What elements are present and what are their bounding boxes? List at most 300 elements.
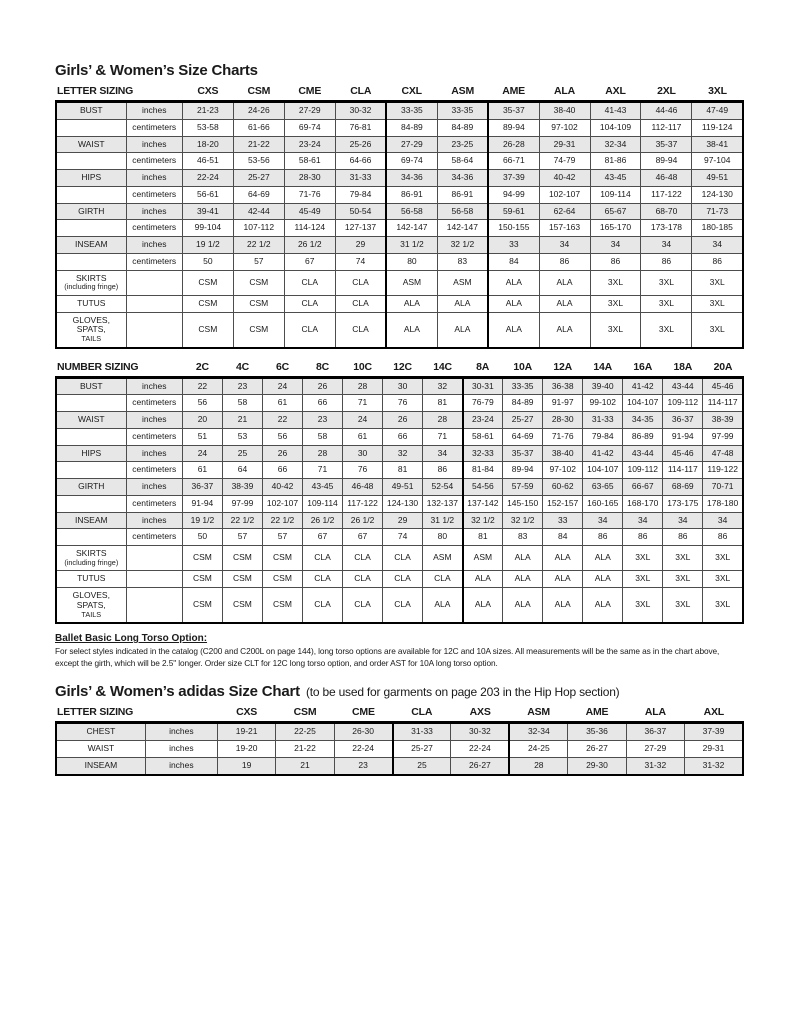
table-cell: 23-24: [463, 412, 503, 429]
table-cell: CSM: [262, 588, 302, 623]
table-cell: 38-41: [692, 136, 743, 153]
table-cell: 70-71: [703, 479, 743, 496]
row-label-sub: TAILS: [81, 334, 102, 344]
table-cell: ALA: [463, 571, 503, 588]
table-cell: 91-97: [543, 395, 583, 412]
table-row: [56, 253, 743, 270]
table-cell: ALA: [437, 312, 488, 347]
unit-label: centimeters: [126, 153, 182, 170]
table-cell: 24-25: [509, 740, 567, 757]
column-header: AXS: [451, 705, 509, 723]
table-row: [56, 312, 743, 347]
table-cell: 86-89: [623, 428, 663, 445]
table-cell: 60-62: [543, 479, 583, 496]
table-cell: 26-30: [334, 723, 392, 741]
table-cell: 80: [386, 253, 437, 270]
table-cell: 22-24: [182, 170, 233, 187]
table-cell: 64-69: [233, 186, 284, 203]
table-cell: 58: [222, 395, 262, 412]
table-cell: 3XL: [623, 571, 663, 588]
table-cell: 173-175: [663, 495, 703, 512]
table-sizing-label: LETTER SIZING: [56, 84, 182, 102]
unit-label: [126, 270, 182, 295]
table-cell: 99-104: [182, 220, 233, 237]
column-header: 8A: [463, 360, 503, 378]
table-cell: 68-70: [641, 203, 692, 220]
table-row: [56, 170, 743, 187]
table-row: [56, 571, 743, 588]
table-cell: 26 1/2: [284, 237, 335, 254]
column-header: 10A: [503, 360, 543, 378]
table-cell: CLA: [343, 571, 383, 588]
table-cell: 41-42: [623, 377, 663, 395]
table-cell: ALA: [539, 312, 590, 347]
table-cell: 33: [543, 512, 583, 529]
table-cell: 33-35: [437, 102, 488, 120]
table-cell: 168-170: [623, 495, 663, 512]
table-cell: 22-25: [276, 723, 334, 741]
table-cell: 35-37: [641, 136, 692, 153]
row-label-sub: (including fringe): [64, 557, 119, 567]
table-cell: 119-122: [703, 462, 743, 479]
table-cell: 29: [335, 237, 386, 254]
column-header: 14A: [583, 360, 623, 378]
table-cell: 39-41: [182, 203, 233, 220]
table-cell: 160-165: [583, 495, 623, 512]
number-sizing-table: [55, 360, 744, 625]
table-cell: 28: [509, 757, 567, 774]
table-row: [56, 428, 743, 445]
table-cell: 107-112: [233, 220, 284, 237]
table-cell: CLA: [423, 571, 463, 588]
table-cell: CLA: [335, 295, 386, 312]
table-cell: 36-37: [663, 412, 703, 429]
table-cell: 19 1/2: [182, 237, 233, 254]
column-header: CSM: [233, 84, 284, 102]
table-cell: CSM: [233, 312, 284, 347]
table-cell: 68-69: [663, 479, 703, 496]
table-cell: 81-84: [463, 462, 503, 479]
table-row: [56, 588, 743, 623]
table-cell: 109-112: [663, 395, 703, 412]
column-header: CLA: [393, 705, 451, 723]
table-cell: CLA: [284, 270, 335, 295]
table-cell: 83: [437, 253, 488, 270]
table-cell: 26-27: [568, 740, 626, 757]
table-cell: 31-33: [393, 723, 451, 741]
unit-label: inches: [126, 377, 182, 395]
table-cell: 59-61: [488, 203, 539, 220]
table-cell: 86: [539, 253, 590, 270]
table-cell: 81: [383, 462, 423, 479]
row-label: [56, 428, 126, 445]
column-header: 14C: [423, 360, 463, 378]
table-cell: 27-29: [284, 102, 335, 120]
table-cell: 39-40: [583, 377, 623, 395]
table-cell: 19 1/2: [182, 512, 222, 529]
table-cell: ALA: [543, 588, 583, 623]
table-cell: 24: [262, 377, 302, 395]
table-cell: 52-54: [423, 479, 463, 496]
row-label: INSEAM: [56, 512, 126, 529]
table-cell: 50-54: [335, 203, 386, 220]
table-cell: 22 1/2: [262, 512, 302, 529]
table-cell: 109-114: [303, 495, 343, 512]
table-cell: 45-46: [663, 445, 703, 462]
row-label: SKIRTS (including fringe): [56, 270, 126, 295]
table-cell: 40-42: [262, 479, 302, 496]
table-row: [56, 119, 743, 136]
unit-label: centimeters: [126, 495, 182, 512]
ballet-footnote: [55, 633, 744, 669]
column-header: 12A: [543, 360, 583, 378]
table-cell: 102-107: [539, 186, 590, 203]
table-cell: 76-79: [463, 395, 503, 412]
table-cell: 31-33: [583, 412, 623, 429]
table-cell: CLA: [303, 571, 343, 588]
unit-label: [126, 295, 182, 312]
row-label: [56, 220, 126, 237]
table-cell: 114-117: [663, 462, 703, 479]
table-cell: 28-30: [543, 412, 583, 429]
table-cell: ASM: [437, 270, 488, 295]
row-label: [56, 153, 126, 170]
table-cell: 33-35: [386, 102, 437, 120]
table-cell: 81-86: [590, 153, 641, 170]
table-cell: 38-39: [703, 412, 743, 429]
table-cell: 97-99: [222, 495, 262, 512]
table-cell: 34: [663, 512, 703, 529]
table-cell: 22: [182, 377, 222, 395]
table-cell: ALA: [386, 312, 437, 347]
unit-label: inches: [126, 512, 182, 529]
table-cell: CSM: [182, 270, 233, 295]
table-cell: 56: [182, 395, 222, 412]
table-cell: ALA: [583, 546, 623, 571]
table-cell: CLA: [303, 588, 343, 623]
unit-label: inches: [126, 203, 182, 220]
row-label: GIRTH: [56, 203, 126, 220]
table-cell: 36-38: [543, 377, 583, 395]
table-cell: 30: [383, 377, 423, 395]
table-cell: 63-65: [583, 479, 623, 496]
column-header: 3XL: [692, 84, 743, 102]
table-cell: 76-81: [335, 119, 386, 136]
table-cell: 58-61: [463, 428, 503, 445]
unit-label: inches: [126, 170, 182, 187]
table-cell: 34-36: [437, 170, 488, 187]
table-row: [56, 395, 743, 412]
row-label: INSEAM: [56, 757, 145, 774]
table-row: [56, 495, 743, 512]
table-cell: 50: [182, 253, 233, 270]
table-cell: 21-22: [233, 136, 284, 153]
table-cell: 22 1/2: [233, 237, 284, 254]
table-cell: 71: [343, 395, 383, 412]
table-cell: 26: [262, 445, 302, 462]
column-header: CSM: [276, 705, 334, 723]
column-header: 12C: [383, 360, 423, 378]
table-cell: 32 1/2: [503, 512, 543, 529]
table-cell: 50: [182, 529, 222, 546]
unit-label: inches: [145, 740, 217, 757]
table-cell: 119-124: [692, 119, 743, 136]
table-row: [56, 237, 743, 254]
table-cell: 3XL: [663, 546, 703, 571]
row-label: HIPS: [56, 445, 126, 462]
table-cell: 24: [343, 412, 383, 429]
table-cell: 57-59: [503, 479, 543, 496]
table-cell: 36-37: [626, 723, 684, 741]
table-row: [56, 445, 743, 462]
table-cell: 3XL: [623, 588, 663, 623]
table-cell: 74: [383, 529, 423, 546]
table-cell: ALA: [463, 588, 503, 623]
table-cell: 29-30: [568, 757, 626, 774]
table-cell: 19-21: [217, 723, 275, 741]
row-label: CHEST: [56, 723, 145, 741]
table-cell: CLA: [383, 571, 423, 588]
table-row: [56, 512, 743, 529]
table-cell: 66: [383, 428, 423, 445]
table-cell: 23-25: [437, 136, 488, 153]
table-cell: 41-42: [583, 445, 623, 462]
table-cell: 26-27: [451, 757, 509, 774]
table-cell: 86-91: [386, 186, 437, 203]
table-cell: 86: [703, 529, 743, 546]
table-cell: 69-74: [386, 153, 437, 170]
column-header: 16A: [623, 360, 663, 378]
table-row: [56, 136, 743, 153]
table-cell: CSM: [182, 295, 233, 312]
table-cell: 32 1/2: [437, 237, 488, 254]
table-cell: 34: [423, 445, 463, 462]
table-cell: 31-32: [626, 757, 684, 774]
table-cell: 86: [692, 253, 743, 270]
table-cell: 3XL: [703, 588, 743, 623]
table-cell: 49-51: [383, 479, 423, 496]
table-cell: 20: [182, 412, 222, 429]
table-cell: 35-37: [503, 445, 543, 462]
table-cell: 97-102: [539, 119, 590, 136]
table-cell: 23: [222, 377, 262, 395]
column-header: 2XL: [641, 84, 692, 102]
table-cell: 31-33: [335, 170, 386, 187]
table-cell: 3XL: [703, 546, 743, 571]
table-cell: 43-44: [623, 445, 663, 462]
table-cell: 66-67: [623, 479, 663, 496]
table-cell: 19: [217, 757, 275, 774]
table-cell: 22: [262, 412, 302, 429]
table-cell: 66-71: [488, 153, 539, 170]
table-cell: 54-56: [463, 479, 503, 496]
table-cell: 53-58: [182, 119, 233, 136]
table-cell: 64: [222, 462, 262, 479]
table-cell: 91-94: [663, 428, 703, 445]
table-cell: ALA: [543, 546, 583, 571]
table-row: [56, 529, 743, 546]
table-cell: 66: [303, 395, 343, 412]
footnote-title: Ballet Basic Long Torso Option:: [55, 633, 208, 644]
table-cell: 28: [343, 377, 383, 395]
column-header: AXL: [590, 84, 641, 102]
column-header: 2C: [182, 360, 222, 378]
table-cell: 132-137: [423, 495, 463, 512]
table-row: [56, 270, 743, 295]
table-cell: 53-56: [233, 153, 284, 170]
table-cell: 109-114: [590, 186, 641, 203]
table-cell: 33: [488, 237, 539, 254]
table-cell: 104-107: [623, 395, 663, 412]
table-cell: 80: [423, 529, 463, 546]
column-header: ASM: [437, 84, 488, 102]
row-label: [56, 253, 126, 270]
table-cell: 86: [423, 462, 463, 479]
table-cell: 65-67: [590, 203, 641, 220]
unit-label: [126, 312, 182, 347]
table-cell: 34: [692, 237, 743, 254]
row-label: GLOVES, SPATS, TAILS: [56, 312, 126, 347]
table-cell: 47-48: [703, 445, 743, 462]
adidas-chart-title-note: (to be used for garments on page 203 in the Hip Hop section): [305, 685, 620, 700]
row-label: GIRTH: [56, 479, 126, 496]
row-label: [56, 395, 126, 412]
table-cell: CSM: [222, 571, 262, 588]
table-cell: 38-40: [539, 102, 590, 120]
table-cell: 61: [182, 462, 222, 479]
table-cell: 46-51: [182, 153, 233, 170]
row-label: SKIRTS (including fringe): [56, 546, 126, 571]
table-cell: 30: [343, 445, 383, 462]
table-cell: 109-112: [623, 462, 663, 479]
table-cell: ALA: [488, 295, 539, 312]
table-cell: 61-66: [233, 119, 284, 136]
column-header: CME: [284, 84, 335, 102]
table-cell: 74: [335, 253, 386, 270]
header-row: [56, 84, 743, 102]
row-label-sub: (including fringe): [64, 282, 119, 292]
table-cell: 57: [222, 529, 262, 546]
table-cell: 3XL: [692, 270, 743, 295]
table-cell: 84: [543, 529, 583, 546]
table-cell: CSM: [182, 546, 222, 571]
unit-label: centimeters: [126, 119, 182, 136]
table-cell: 26-28: [488, 136, 539, 153]
table-cell: 127-137: [335, 220, 386, 237]
table-cell: 46-48: [641, 170, 692, 187]
table-cell: 44-46: [641, 102, 692, 120]
table-cell: CLA: [383, 588, 423, 623]
table-cell: 58-64: [437, 153, 488, 170]
table-sizing-label: NUMBER SIZING: [56, 360, 182, 378]
table-cell: 3XL: [590, 295, 641, 312]
table-cell: 84-89: [386, 119, 437, 136]
unit-label: centimeters: [126, 253, 182, 270]
unit-label: inches: [126, 237, 182, 254]
table-cell: CSM: [233, 295, 284, 312]
table-cell: 3XL: [641, 295, 692, 312]
table-cell: 67: [303, 529, 343, 546]
table-cell: 76: [343, 462, 383, 479]
table-cell: 112-117: [641, 119, 692, 136]
row-label: BUST: [56, 102, 126, 120]
unit-label: inches: [126, 445, 182, 462]
table-cell: ASM: [386, 270, 437, 295]
table-cell: 26: [383, 412, 423, 429]
table-cell: 19-20: [217, 740, 275, 757]
unit-label: centimeters: [126, 220, 182, 237]
table-cell: 56-58: [437, 203, 488, 220]
table-cell: 180-185: [692, 220, 743, 237]
table-cell: 24-26: [233, 102, 284, 120]
table-cell: CSM: [182, 588, 222, 623]
table-cell: 34: [623, 512, 663, 529]
table-cell: ALA: [583, 571, 623, 588]
table-cell: 32-33: [463, 445, 503, 462]
table-cell: 23: [303, 412, 343, 429]
table-cell: 37-39: [685, 723, 743, 741]
table-cell: CSM: [262, 571, 302, 588]
table-cell: 38-39: [222, 479, 262, 496]
table-cell: 51: [182, 428, 222, 445]
table-cell: 34-35: [623, 412, 663, 429]
table-cell: 21-23: [182, 102, 233, 120]
table-row: [56, 377, 743, 395]
table-cell: 37-39: [488, 170, 539, 187]
table-cell: ASM: [423, 546, 463, 571]
adidas-title-row: [55, 683, 744, 700]
column-header: AXL: [685, 705, 743, 723]
unit-label: inches: [126, 102, 182, 120]
row-label-sub: TAILS: [81, 609, 102, 619]
table-cell: 61: [262, 395, 302, 412]
table-cell: CSM: [222, 588, 262, 623]
table-cell: 102-107: [262, 495, 302, 512]
table-cell: 66: [262, 462, 302, 479]
table-cell: 124-130: [383, 495, 423, 512]
unit-label: inches: [126, 479, 182, 496]
table-cell: 3XL: [692, 295, 743, 312]
table-cell: 40-42: [539, 170, 590, 187]
column-header: 10C: [343, 360, 383, 378]
table-cell: CLA: [335, 312, 386, 347]
table-cell: 46-48: [343, 479, 383, 496]
page-content: [55, 62, 744, 776]
unit-label: [126, 571, 182, 588]
table-row: [56, 153, 743, 170]
table-cell: 97-102: [543, 462, 583, 479]
table-cell: 91-94: [182, 495, 222, 512]
table-cell: ALA: [583, 588, 623, 623]
table-cell: 69-74: [284, 119, 335, 136]
table-row: [56, 186, 743, 203]
table-cell: 97-104: [692, 153, 743, 170]
table-cell: 3XL: [641, 270, 692, 295]
row-label: GLOVES, SPATS, TAILS: [56, 588, 126, 623]
table-cell: 47-49: [692, 102, 743, 120]
table-cell: 79-84: [583, 428, 623, 445]
table-cell: 35-37: [488, 102, 539, 120]
table-cell: ALA: [539, 270, 590, 295]
table-cell: CSM: [222, 546, 262, 571]
table-cell: 89-94: [503, 462, 543, 479]
table-cell: 26 1/2: [303, 512, 343, 529]
table-cell: 31 1/2: [423, 512, 463, 529]
header-row: [56, 705, 743, 723]
unit-label: inches: [145, 723, 217, 741]
table-cell: 3XL: [663, 588, 703, 623]
column-header: CLA: [335, 84, 386, 102]
